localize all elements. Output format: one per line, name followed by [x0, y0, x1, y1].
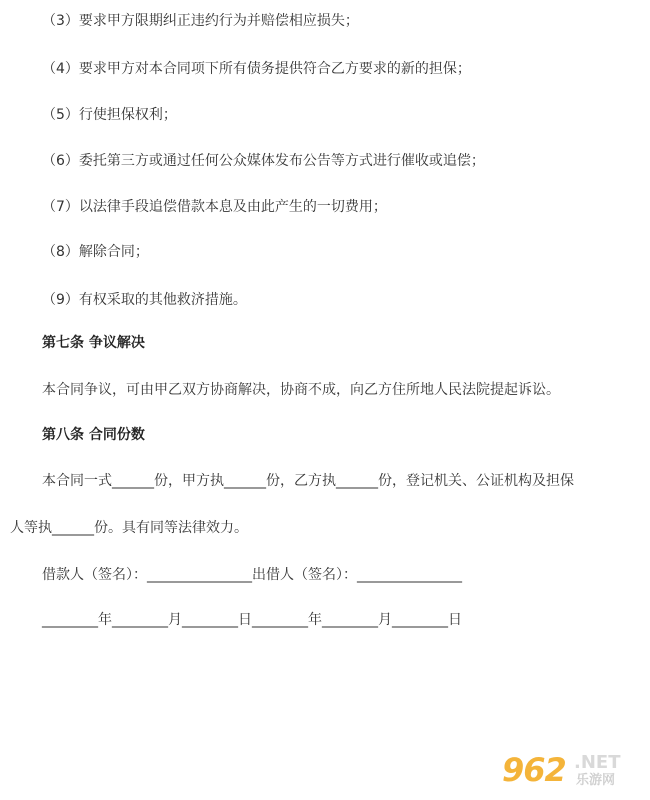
clause-item-8: （8）解除合同； — [42, 244, 149, 260]
article-7-heading: 第七条 争议解决 — [42, 335, 145, 351]
clause-item-4: （4）要求甲方对本合同项下所有债务提供符合乙方要求的新的担保； — [42, 61, 471, 77]
clause-item-3: （3）要求甲方限期纠正违约行为并赔偿相应损失； — [42, 13, 359, 29]
watermark-number: 962 — [502, 751, 566, 789]
article-8-heading: 第八条 合同份数 — [42, 427, 145, 443]
signature-line: 借款人（签名）：_______________出借人（签名）：_______________ — [42, 567, 462, 583]
watermark-site-name: 乐游网 — [576, 773, 616, 788]
date-line: ________年________月________日________年________月________日 — [42, 612, 462, 628]
clause-item-7: （7）以法律手段追偿借款本息及由此产生的一切费用； — [42, 199, 387, 215]
article-7-body: 本合同争议，可由甲乙双方协商解决，协商不成，向乙方住所地人民法院提起诉讼。 — [42, 382, 560, 398]
clause-item-6: （6）委托第三方或通过任何公众媒体发布公告等方式进行催收或追偿； — [42, 153, 485, 169]
watermark-suffix: .NET — [574, 752, 621, 773]
site-watermark-logo — [502, 750, 640, 794]
clause-item-9: （9）有权采取的其他救济措施。 — [42, 292, 247, 308]
article-8-body-line-1: 本合同一式______份，甲方执______份，乙方执______份，登记机关、公证机构及担保 — [42, 473, 574, 489]
clause-item-5: （5）行使担保权利； — [42, 107, 177, 123]
article-8-body-line-2: 人等执______份。具有同等法律效力。 — [10, 520, 248, 536]
